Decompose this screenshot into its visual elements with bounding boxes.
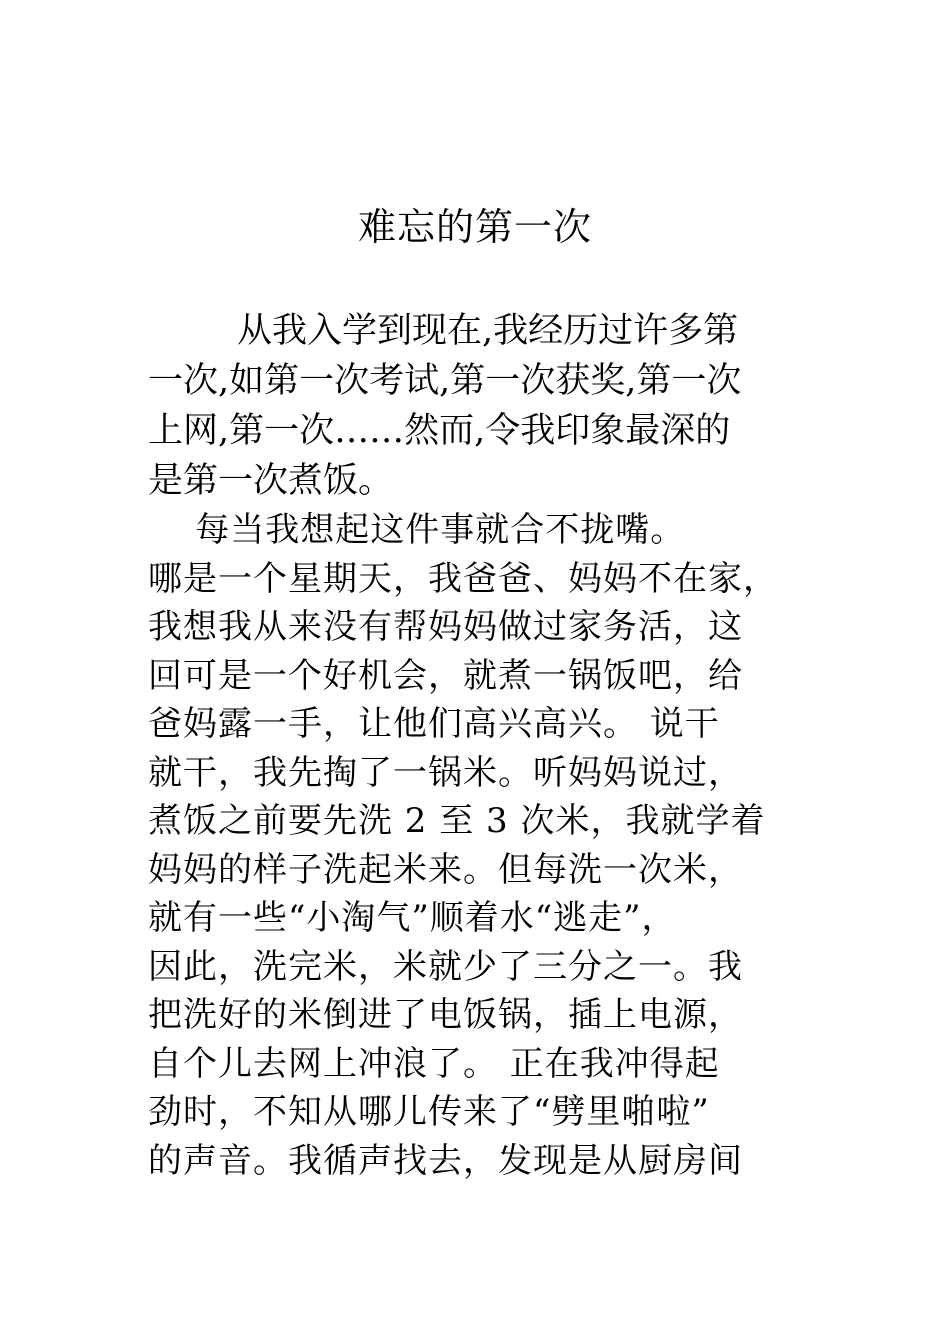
text-line: 爸妈露一手，让他们高兴高兴。 说干 [148, 704, 720, 744]
text-line: 把洗好的米倒进了电饭锅，插上电源， [148, 995, 743, 1035]
text-line: 自个儿去网上冲浪了。 正在我冲得起 [148, 1043, 720, 1084]
document-title: 难忘的第一次 [357, 205, 592, 249]
text-line: 妈妈的样子洗起米来。但每洗一次米， [148, 849, 743, 890]
text-line: 是第一次煮饭。 [148, 461, 394, 501]
text-line: 哪是一个星期天，我爸爸、妈妈不在家， [148, 558, 778, 599]
text-line: 劲时，不知从哪儿传来了“劈里啪啦” [148, 1092, 710, 1132]
text-line: 回可是一个好机会，就煮一锅饭吧，给 [148, 655, 743, 696]
text-line: 因此，洗完米，米就少了三分之一。我 [148, 946, 743, 987]
text-line: 煮饭之前要先洗 2 至 3 次米，我就学着 [148, 801, 766, 841]
text-line: 一次,如第一次考试,第一次获奖,第一次 [148, 361, 742, 401]
text-line: 我想我从来没有帮妈妈做过家务活，这 [148, 607, 743, 647]
text-line: 从我入学到现在,我经历过许多第 [148, 311, 739, 351]
text-line: 就干，我先掏了一锅米。听妈妈说过， [148, 752, 743, 793]
text-line: 上网,第一次……然而,令我印象最深的 [148, 411, 731, 451]
document-body [148, 306, 838, 1185]
text-line: 就有一些“小淘气”顺着水“逃走”， [148, 898, 677, 938]
text-line: 每当我想起这件事就合不拢嘴。 [148, 510, 686, 550]
text-line: 的声音。我循声找去，发现是从厨房间 [148, 1140, 743, 1181]
